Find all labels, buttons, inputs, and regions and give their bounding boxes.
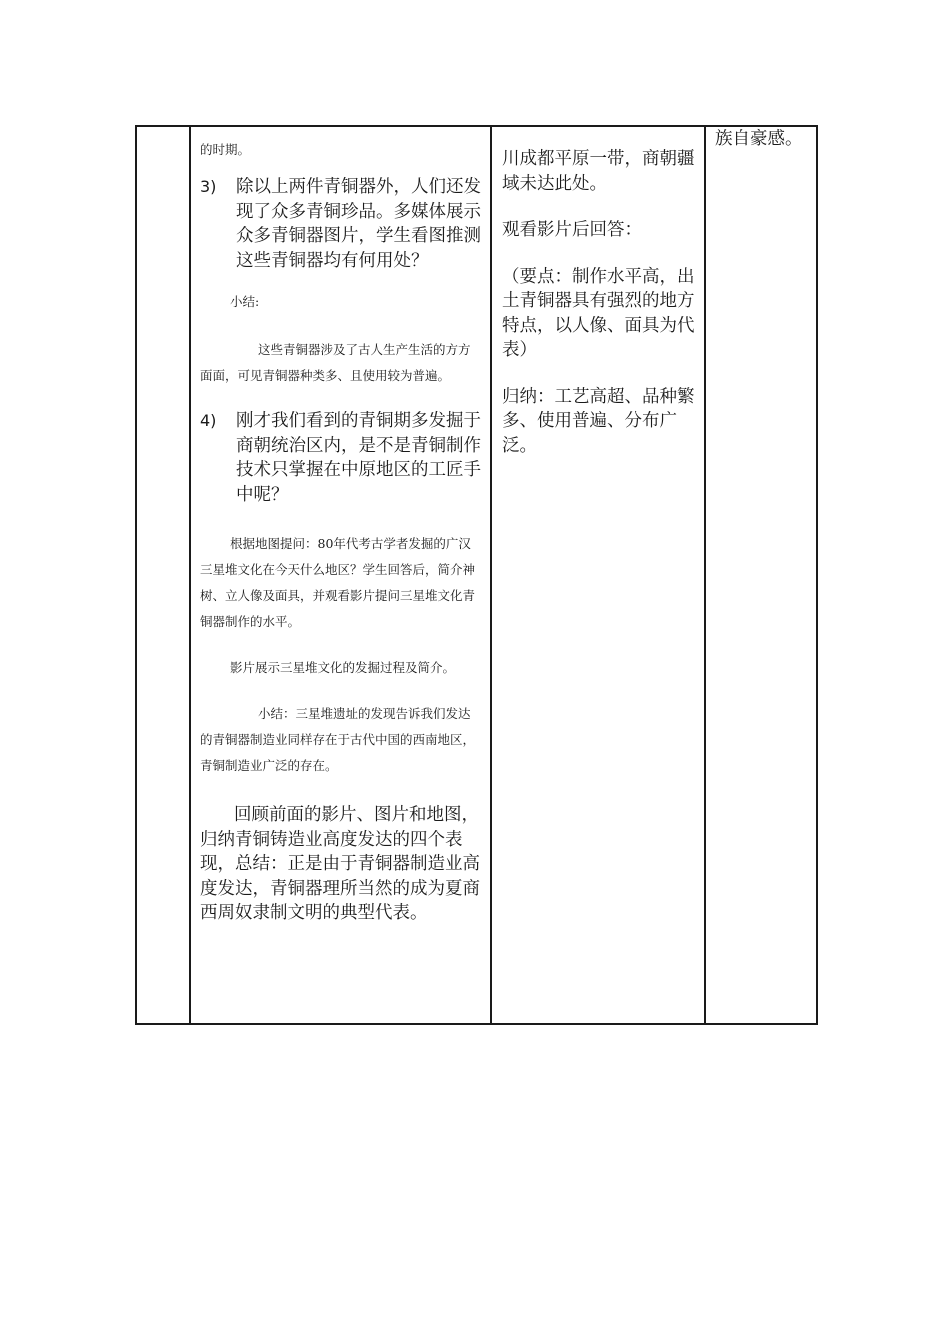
map-question-paragraph: 根据地图提问：80年代考古学者发掘的广汉三星堆文化在今天什么地区？学生回答后，简介神树、立人像及面具，并观看影片提问三星堆文化青铜器制作的水平。: [200, 536, 476, 629]
item-number: 3): [200, 177, 217, 196]
student-activity-cell: [491, 126, 705, 1024]
empty-cell: [136, 126, 190, 1024]
text-paragraph: 归纳：工艺高超、品种繁多、使用普遍、分布广泛。: [502, 386, 695, 456]
film-intro-paragraph: 影片展示三星堆文化的发掘过程及简介。: [230, 660, 456, 675]
summary-label: 小结:: [230, 294, 260, 309]
review-paragraph: 回顾前面的影片、图片和地图，归纳青铜铸造业高度发达的四个表现，总结：正是由于青铜器制造业高度发达，青铜器理所当然的成为夏商西周奴隶制文明的典型代表。: [200, 805, 480, 923]
numbered-item-4: [200, 409, 482, 507]
item-number: 4): [200, 411, 217, 430]
design-intent-cell: [705, 126, 817, 1024]
lesson-plan-table: [135, 125, 818, 1025]
text-paragraph: （要点：制作水平高，出土青铜器具有强烈的地方特点，以人像、面具为代表）: [502, 266, 695, 360]
table-row: [136, 126, 817, 1024]
summary-text: 这些青铜器涉及了古人生产生活的方方面面，可见青铜器种类多、且使用较为普遍。: [200, 342, 471, 383]
numbered-item-3: [200, 175, 482, 273]
teacher-activity-cell: [190, 126, 491, 1024]
item-text: 刚才我们看到的青铜期多发掘于商朝统治区内，是不是青铜制作技术只掌握在中原地区的工匠手中呢？: [236, 411, 481, 505]
text-paragraph: 的时期。: [200, 142, 251, 157]
item-text: 除以上两件青铜器外，人们还发现了众多青铜珍品。多媒体展示众多青铜器图片，学生看图推测这些青铜器均有何用处？: [236, 177, 481, 271]
text-paragraph: 观看影片后回答：: [502, 220, 642, 240]
text-paragraph: 族自豪感。: [715, 129, 803, 149]
summary-paragraph: 小结：三星堆遗址的发现告诉我们发达的青铜器制造业同样存在于古代中国的西南地区，青铜制造业广泛的存在。: [200, 706, 476, 773]
text-paragraph: 川成都平原一带，商朝疆域未达此处。: [502, 149, 695, 194]
